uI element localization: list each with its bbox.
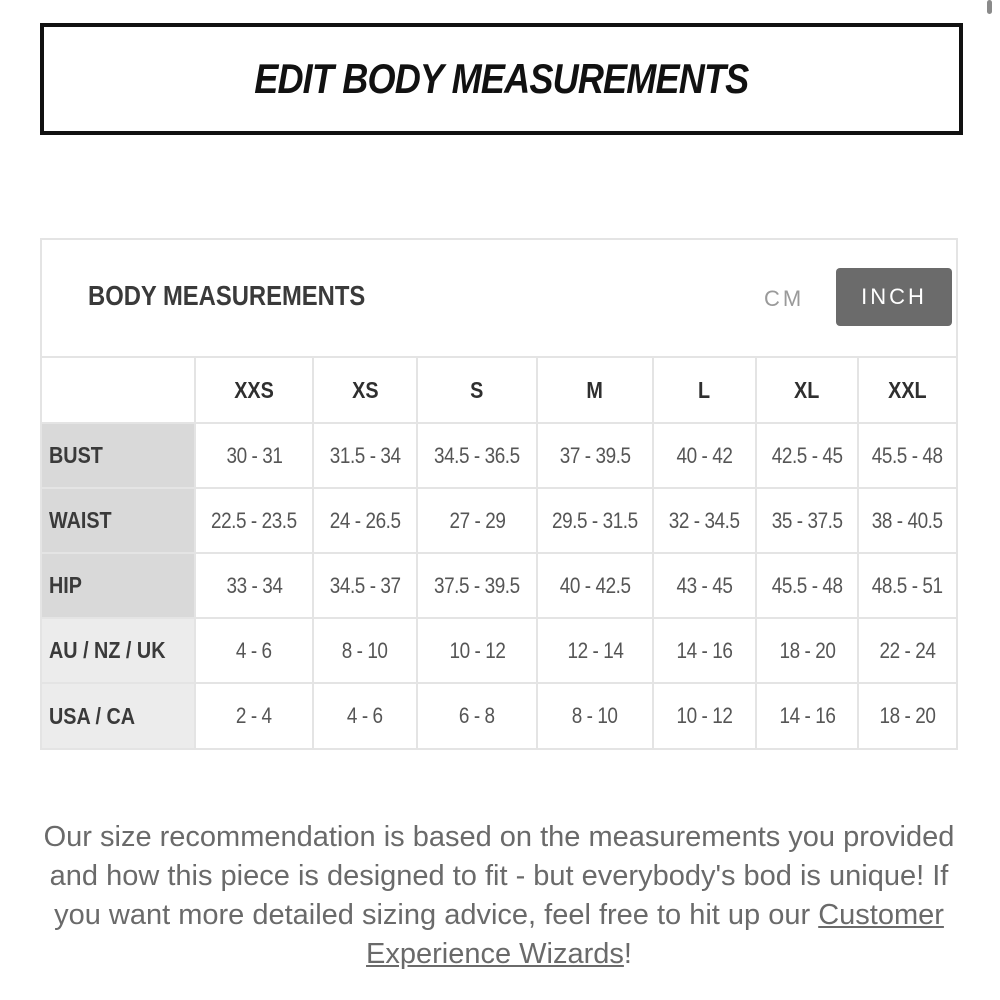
table-row [42, 423, 956, 488]
note-text-end: ! [623, 938, 632, 970]
edit-body-measurements-label: EDIT BODY MEASUREMENTS [254, 55, 749, 102]
table-cell: 22 - 24 [858, 618, 956, 683]
panel-title: BODY MEASUREMENTS [88, 280, 366, 311]
unit-toggle-inch-label: INCH [861, 284, 927, 309]
column-header: M [537, 358, 653, 423]
row-header-au-nz-uk: AU / NZ / UK [42, 618, 195, 683]
table-cell: 38 - 40.5 [858, 488, 956, 553]
table-cell: 32 - 34.5 [653, 488, 756, 553]
table-cell: 43 - 45 [653, 553, 756, 618]
table-cell: 29.5 - 31.5 [537, 488, 653, 553]
table-cell: 35 - 37.5 [756, 488, 858, 553]
table-cell: 40 - 42.5 [537, 553, 653, 618]
panel-header [42, 240, 956, 358]
column-header: XXS [195, 358, 313, 423]
table-cell: 48.5 - 51 [858, 553, 956, 618]
unit-toggle-cm[interactable]: CM [764, 286, 805, 311]
row-header-bust: BUST [42, 423, 195, 488]
table-cell: 45.5 - 48 [756, 553, 858, 618]
note-text: Our size recommendation is based on the measurements you provided and how this piece is designed to fit - but everybody's bod is unique! If you want more detailed sizing advice, feel free to hit up our [43, 821, 955, 931]
table-cell: 4 - 6 [313, 683, 417, 748]
table-cell: 31.5 - 34 [313, 423, 417, 488]
column-header: L [653, 358, 756, 423]
table-cell: 6 - 8 [417, 683, 537, 748]
size-header-row [42, 358, 956, 423]
table-cell: 42.5 - 45 [756, 423, 858, 488]
column-header: XL [756, 358, 858, 423]
unit-toggle-inch[interactable] [836, 268, 952, 326]
size-table [42, 358, 956, 748]
table-cell: 27 - 29 [417, 488, 537, 553]
table-cell: 18 - 20 [756, 618, 858, 683]
table-cell: 22.5 - 23.5 [195, 488, 313, 553]
corner-cell [42, 358, 195, 423]
column-header: XXL [858, 358, 956, 423]
table-cell: 12 - 14 [537, 618, 653, 683]
column-header: S [417, 358, 537, 423]
table-cell: 37.5 - 39.5 [417, 553, 537, 618]
table-cell: 34.5 - 37 [313, 553, 417, 618]
table-cell: 40 - 42 [653, 423, 756, 488]
table-row [42, 683, 956, 748]
table-cell: 8 - 10 [313, 618, 417, 683]
table-cell: 10 - 12 [417, 618, 537, 683]
customer-experience-link[interactable]: Customer Experience Wizards [366, 899, 944, 970]
table-cell: 34.5 - 36.5 [417, 423, 537, 488]
row-header-waist: WAIST [42, 488, 195, 553]
table-row [42, 618, 956, 683]
table-cell: 4 - 6 [195, 618, 313, 683]
table-cell: 14 - 16 [653, 618, 756, 683]
table-cell: 18 - 20 [858, 683, 956, 748]
table-cell: 30 - 31 [195, 423, 313, 488]
size-recommendation-note [40, 818, 958, 974]
table-row [42, 553, 956, 618]
body-measurements-panel [40, 238, 958, 750]
edit-body-measurements-button[interactable] [40, 23, 963, 135]
column-header: XS [313, 358, 417, 423]
table-cell: 45.5 - 48 [858, 423, 956, 488]
scrollbar-indicator[interactable] [987, 0, 992, 14]
table-cell: 2 - 4 [195, 683, 313, 748]
table-cell: 33 - 34 [195, 553, 313, 618]
table-row [42, 488, 956, 553]
table-cell: 14 - 16 [756, 683, 858, 748]
table-cell: 37 - 39.5 [537, 423, 653, 488]
table-cell: 8 - 10 [537, 683, 653, 748]
row-header-usa-ca: USA / CA [42, 683, 195, 748]
row-header-hip: HIP [42, 553, 195, 618]
table-cell: 24 - 26.5 [313, 488, 417, 553]
table-cell: 10 - 12 [653, 683, 756, 748]
